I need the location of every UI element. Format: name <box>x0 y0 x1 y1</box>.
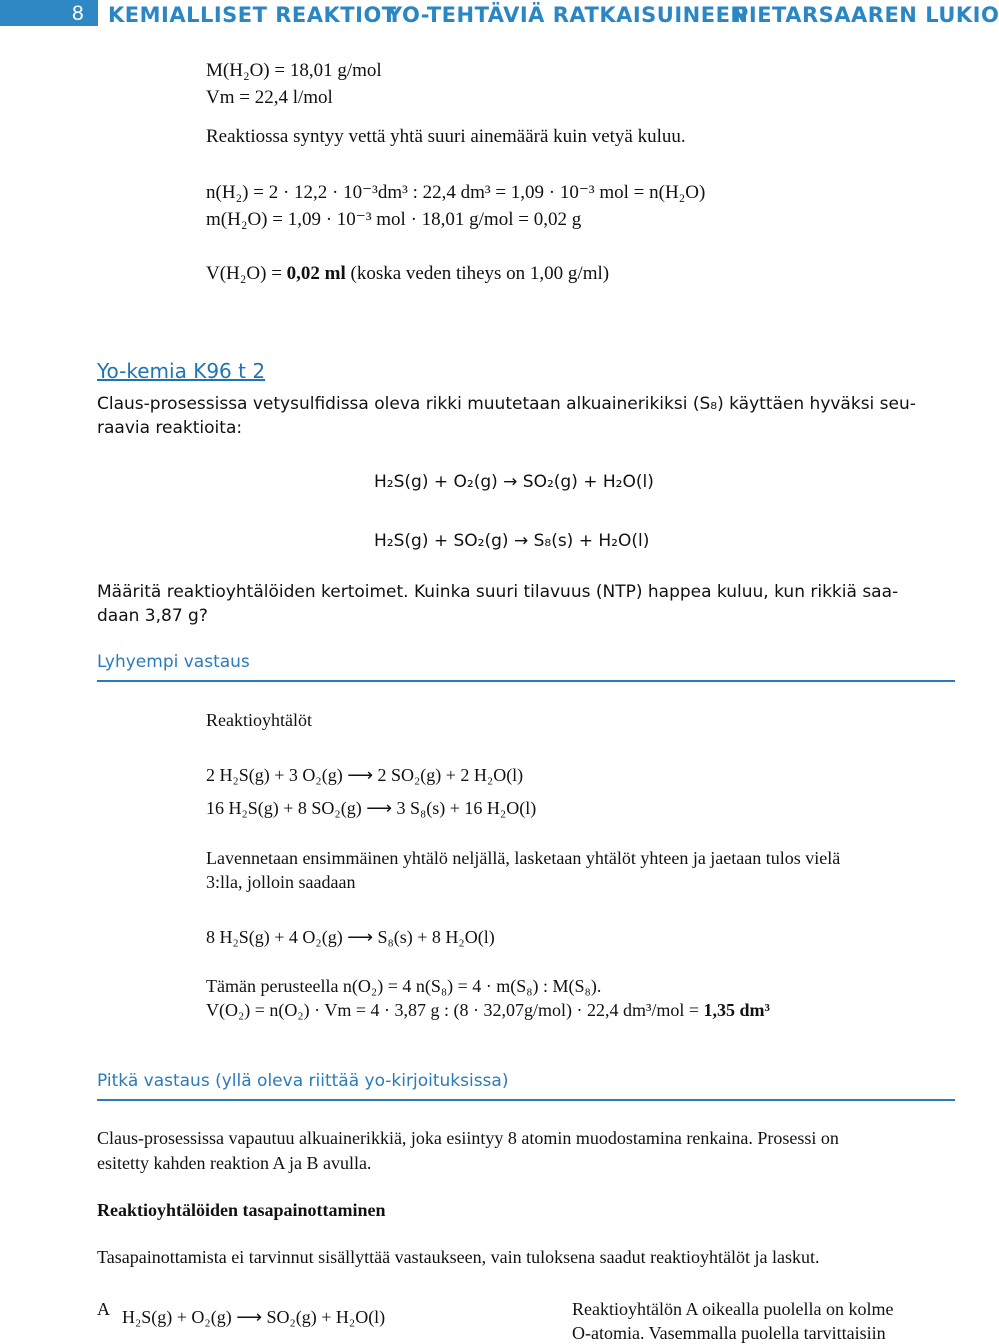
volume-calculation <box>206 263 609 285</box>
balancing-note: Tasapainottamista ei tarvinnut sisällyttää vastaukseen, vain tuloksena saadut reaktioyhtälöt ja laskut. <box>97 1247 820 1267</box>
mass-calculation: m(H₂O) = 1,09 · 10⁻³ mol · 18,01 g/mol = 0,02 g <box>206 209 582 230</box>
reaction-a-side-note-line2: O-atomia. Vasemmalla puolella tarvittaisiin <box>572 1323 886 1343</box>
short-answer-basis: Tämän perusteella n(O₂) = 4 n(S₈) = 4 · m(S₈) : M(S₈). <box>206 976 602 996</box>
long-answer-paragraph-line1: Claus-prosessissa vapautuu alkuainerikkiä, joka esiintyy 8 atomin muodostamina renkaina. Prosessi on <box>97 1128 839 1148</box>
volume-value: 0,02 ml <box>286 263 346 284</box>
long-answer-title: Pitkä vastaus (yllä oleva riittää yo-kirjoituksissa) <box>97 1071 509 1091</box>
short-answer-equation-3: 8 H₂S(g) + 4 O₂(g) ⟶ S₈(s) + 8 H₂O(l) <box>206 927 495 947</box>
short-answer-title: Lyhyempi vastaus <box>97 652 250 672</box>
task-text-line1: Claus-prosessissa vetysulfidissa oleva rikki muutetaan alkuainerikiksi (S₈) käyttäen hyväksi seu- <box>97 394 916 414</box>
header-right-title: PIETARSAAREN LUKIO <box>733 3 999 27</box>
molar-volume-line: Vm = 22,4 l/mol <box>206 87 333 108</box>
short-answer-equation-2: 16 H₂S(g) + 8 SO₂(g) ⟶ 3 S₈(s) + 16 H₂O(l) <box>206 798 537 818</box>
task-title[interactable]: Yo-kemia K96 t 2 <box>97 359 266 383</box>
task-question-line1: Määritä reaktioyhtälöiden kertoimet. Kuinka suuri tilavuus (NTP) happea kuluu, kun rikkiä saa- <box>97 582 899 602</box>
volume-result: 1,35 dm³ <box>703 1000 770 1020</box>
task-text-line2: raavia reaktioita: <box>97 418 243 438</box>
short-answer-divider <box>97 680 955 682</box>
short-answer-label: Reaktioyhtälöt <box>206 710 312 730</box>
reaction-sentence: Reaktiossa syntyy vettä yhtä suuri ainemäärä kuin vetyä kuluu. <box>206 126 686 147</box>
volume-expression: V(O₂) = n(O₂) · Vm = 4 · 3,87 g : (8 · 32,07g/mol) · 22,4 dm³/mol = <box>206 1000 704 1020</box>
short-answer-paragraph-line1: Lavennetaan ensimmäinen yhtälö neljällä, lasketaan yhtälöt yhteen ja jaetaan tulos vielä <box>206 848 841 868</box>
task-question-line2: daan 3,87 g? <box>97 606 208 626</box>
volume-suffix: (koska veden tiheys on 1,00 g/ml) <box>345 263 610 284</box>
short-answer-volume-line <box>206 1000 770 1021</box>
header-center-title: YO-TEHTÄVIÄ RATKAISUINEEN <box>387 3 749 27</box>
task-reaction-1: H₂S(g) + O₂(g) → SO₂(g) + H₂O(l) <box>374 472 654 492</box>
balancing-subheading: Reaktioyhtälöiden tasapainottaminen <box>97 1200 386 1220</box>
header-left-title: KEMIALLISET REAKTIOT <box>108 3 397 27</box>
molar-mass-line: M(H₂O) = 18,01 g/mol <box>206 60 382 81</box>
task-reaction-2: H₂S(g) + SO₂(g) → S₈(s) + H₂O(l) <box>374 531 650 551</box>
page-number: 8 <box>72 2 84 25</box>
short-answer-paragraph-line2: 3:lla, jolloin saadaan <box>206 872 356 892</box>
long-answer-paragraph-line2: esitetty kahden reaktion A ja B avulla. <box>97 1153 372 1173</box>
amount-calculation: n(H₂) = 2 · 12,2 · 10⁻³dm³ : 22,4 dm³ = 1,09 · 10⁻³ mol = n(H₂O) <box>206 182 706 203</box>
reaction-a-label: A <box>97 1299 110 1319</box>
long-answer-divider <box>97 1099 955 1101</box>
reaction-a-side-note-line1: Reaktioyhtälön A oikealla puolella on kolme <box>572 1299 894 1319</box>
reaction-a-equation: H₂S(g) + O₂(g) ⟶ SO₂(g) + H₂O(l) <box>122 1307 386 1327</box>
short-answer-equation-1: 2 H₂S(g) + 3 O₂(g) ⟶ 2 SO₂(g) + 2 H₂O(l) <box>206 765 524 785</box>
volume-prefix: V(H₂O) = <box>206 263 287 284</box>
